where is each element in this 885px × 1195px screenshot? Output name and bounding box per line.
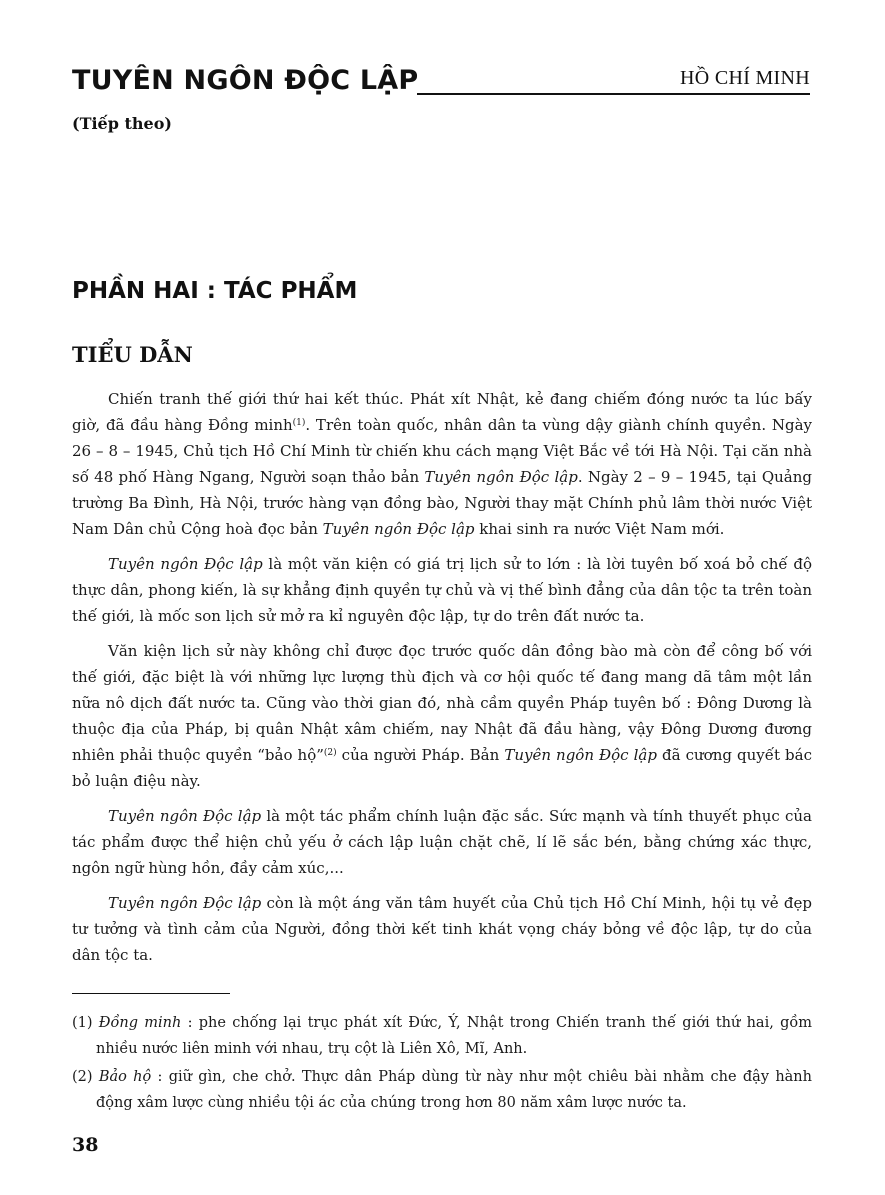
footnote-term: Bảo hộ — [98, 1069, 152, 1085]
work-title-ref: Tuyên ngôn Độc lập — [424, 468, 578, 486]
footnote-divider — [72, 993, 230, 994]
continuation-note: (Tiếp theo) — [72, 114, 172, 133]
header-rule — [417, 93, 810, 95]
paragraph-1: Chiến tranh thế giới thứ hai kết thúc. Phát xít Nhật, kẻ đang chiếm đóng nước ta lúc bấy giờ, đã đầu hàng Đồng minh$^{(1)}$. Trên toàn quốc, nhân dân ta vùng dậy giành chính quyền. Ngày 26 – 8 – 1945, Chủ tịch Hồ Chí Minh từ chiến khu cách mạng Việt Bắc về tới Hà Nội. Tại căn nhà số 48 phố Hàng Ngang, Người soạn thảo bản Tuyên ngôn Độc lập. Ngày 2 – 9 – 1945, tại Quảng trường Ba Đình, Hà Nội, trước hàng vạn đồng bào, Người thay mặt Chính phủ lâm thời nước Việt Nam Dân chủ Cộng hoà đọc bản Tuyên ngôn Độc lập khai sinh ra nước Việt Nam mới. — [72, 390, 812, 538]
footnote-term: Đồng minh — [98, 1015, 182, 1031]
work-title-ref: Tuyên ngôn Độc lập — [108, 555, 263, 573]
work-title-ref: Tuyên ngôn Độc lập — [322, 520, 475, 538]
author-name: HỒ CHÍ MINH — [680, 67, 810, 89]
page-number: 38 — [72, 1134, 99, 1156]
paragraph-5: Tuyên ngôn Độc lập còn là một áng văn tâm huyết của Chủ tịch Hồ Chí Minh, hội tụ vẻ đẹp tư tưởng và tình cảm của Người, đồng thời kết tinh khát vọng cháy bỏng về độc lập, tự do của dân tộc ta. — [72, 894, 812, 964]
page-header — [72, 62, 810, 102]
part-heading: PHẦN HAI : TÁC PHẨM — [72, 278, 358, 304]
footnote-ref-1: (1) — [292, 418, 306, 428]
footnote-1: (1) Đồng minh : phe chống lại trục phát xít Đức, Ý, Nhật trong Chiến tranh thế giới thứ hai, gồm nhiều nước liên minh với nhau, trụ cột là Liên Xô, Mĩ, Anh. — [72, 1015, 812, 1057]
work-title-ref: Tuyên ngôn Độc lập — [108, 807, 262, 825]
footnote-ref-2: (2) — [323, 748, 337, 758]
work-title-ref: Tuyên ngôn Độc lập — [504, 746, 657, 764]
work-title-ref: Tuyên ngôn Độc lập — [108, 894, 262, 912]
body-text — [72, 386, 812, 977]
section-heading: TIỂU DẪN — [72, 342, 193, 367]
paragraph-3: Văn kiện lịch sử này không chỉ được đọc trước quốc dân đồng bào mà còn để công bố với thế giới, đặc biệt là với những lực lượng thù địch và cơ hội quốc tế đang mang dã tâm một lần nữa nô dịch đất nước ta. Cũng vào thời gian đó, nhà cầm quyền Pháp tuyên bố : Đông Dương là thuộc địa của Pháp, bị quân Nhật xâm chiếm, nay Nhật đã đầu hàng, vậy Đông Dương đương nhiên phải thuộc quyền “bảo hộ”$^{(2)}$ của người Pháp. Bản Tuyên ngôn Độc lập đã cương quyết bác bỏ luận điệu này. — [72, 642, 812, 790]
paragraph-4: Tuyên ngôn Độc lập là một tác phẩm chính luận đặc sắc. Sức mạnh và tính thuyết phục của tác phẩm được thể hiện chủ yếu ở cách lập luận chặt chẽ, lí lẽ sắc bén, bằng chứng xác thực, ngôn ngữ hùng hồn, đầy cảm xúc,... — [72, 807, 812, 877]
footnote-2: (2) Bảo hộ : giữ gìn, che chở. Thực dân Pháp dùng từ này như một chiêu bài nhằm che đậy hành động xâm lược cùng nhiều tội ác của chúng trong hơn 80 năm xâm lược nước ta. — [72, 1069, 812, 1111]
work-title: TUYÊN NGÔN ĐỘC LẬP — [72, 65, 419, 96]
footnotes — [72, 1010, 812, 1118]
paragraph-2: Tuyên ngôn Độc lập là một văn kiện có giá trị lịch sử to lớn : là lời tuyên bố xoá bỏ chế độ thực dân, phong kiến, là sự khẳng định quyền tự chủ và vị thế bình đẳng của dân tộc ta trên toàn thế giới, là mốc son lịch sử mở ra kỉ nguyên độc lập, tự do trên đất nước ta. — [72, 555, 812, 625]
